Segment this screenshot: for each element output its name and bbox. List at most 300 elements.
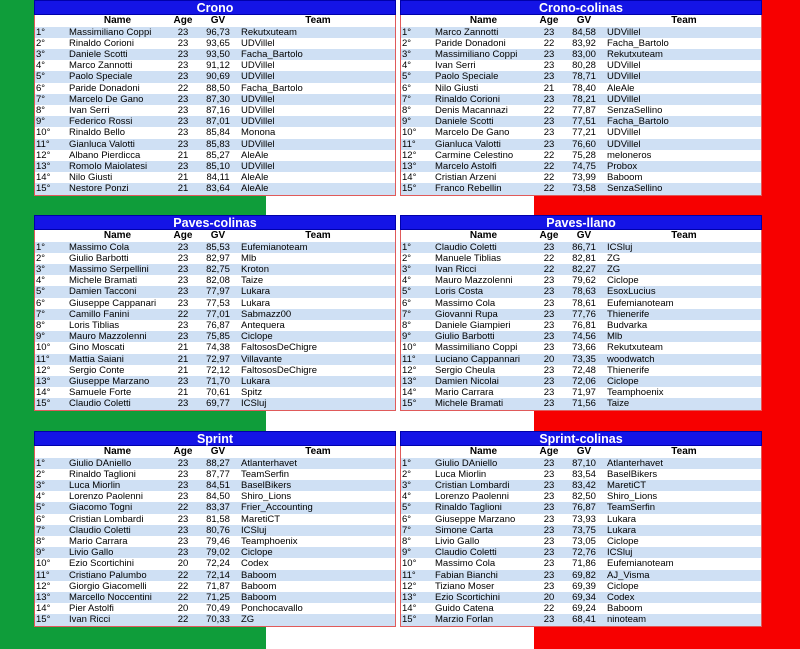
rider-name-cell: Camillo Fanini xyxy=(69,309,166,320)
age-cell: 22 xyxy=(166,502,200,513)
rider-name-cell: Giulio DAniello xyxy=(69,458,166,469)
age-cell: 20 xyxy=(166,558,200,569)
rank-cell: 12° xyxy=(401,365,436,376)
age-cell: 21 xyxy=(166,150,200,161)
table-row xyxy=(401,514,762,525)
gv-cell: 88,50 xyxy=(200,83,236,94)
gv-cell: 75,28 xyxy=(566,150,602,161)
col-age: Age xyxy=(166,446,200,458)
table-row xyxy=(401,398,762,410)
table-row xyxy=(401,127,762,138)
rank-cell: 1° xyxy=(401,458,436,469)
table-row xyxy=(35,150,396,161)
age-cell: 22 xyxy=(532,161,566,172)
table-row xyxy=(401,570,762,581)
team-cell: UDVillel xyxy=(236,38,396,49)
gv-cell: 80,76 xyxy=(200,525,236,536)
rider-name-cell: Massimiliano Coppi xyxy=(435,49,532,60)
team-cell: UDVillel xyxy=(602,60,762,71)
team-cell: BaselBikers xyxy=(602,469,762,480)
age-cell: 22 xyxy=(532,183,566,195)
rider-name-cell: Carmine Celestino xyxy=(435,150,532,161)
table-row xyxy=(35,365,396,376)
gv-cell: 83,42 xyxy=(566,480,602,491)
rider-name-cell: Massimo Cola xyxy=(69,242,166,253)
panel-paves-colinas xyxy=(34,215,396,411)
gv-cell: 69,39 xyxy=(566,581,602,592)
rank-cell: 7° xyxy=(35,525,70,536)
team-cell: Lukara xyxy=(602,525,762,536)
gv-cell: 77,01 xyxy=(200,309,236,320)
col-name: Name xyxy=(69,15,166,27)
gv-cell: 85,84 xyxy=(200,127,236,138)
age-cell: 22 xyxy=(166,570,200,581)
rank-cell: 1° xyxy=(35,242,70,253)
rider-name-cell: Nilo Giusti xyxy=(69,172,166,183)
rank-cell: 14° xyxy=(35,172,70,183)
col-age: Age xyxy=(532,230,566,242)
gv-cell: 73,05 xyxy=(566,536,602,547)
table-row xyxy=(401,558,762,569)
rank-cell: 4° xyxy=(401,275,436,286)
team-cell: Budvarka xyxy=(602,320,762,331)
rank-cell: 1° xyxy=(401,242,436,253)
gv-cell: 77,53 xyxy=(200,298,236,309)
team-cell: Rekutxuteam xyxy=(602,49,762,60)
team-cell: Ciclope xyxy=(236,331,396,342)
rank-cell: 4° xyxy=(35,491,70,502)
table-row xyxy=(401,264,762,275)
col-age: Age xyxy=(166,230,200,242)
table-row xyxy=(401,320,762,331)
gv-cell: 87,01 xyxy=(200,116,236,127)
gv-cell: 84,11 xyxy=(200,172,236,183)
table-row xyxy=(35,253,396,264)
table-row xyxy=(401,94,762,105)
rank-cell: 8° xyxy=(35,536,70,547)
age-cell: 21 xyxy=(166,354,200,365)
age-cell: 23 xyxy=(166,161,200,172)
rank-cell: 3° xyxy=(401,49,436,60)
gv-cell: 82,08 xyxy=(200,275,236,286)
gv-cell: 82,27 xyxy=(566,264,602,275)
gv-cell: 73,75 xyxy=(566,525,602,536)
age-cell: 23 xyxy=(532,547,566,558)
col-pos xyxy=(401,15,436,27)
team-cell: Ponchocavallo xyxy=(236,603,396,614)
team-cell: Mlb xyxy=(602,331,762,342)
team-cell: FaltososDeChigre xyxy=(236,342,396,353)
rider-name-cell: Claudio Coletti xyxy=(69,525,166,536)
rider-name-cell: Giuseppe Marzano xyxy=(435,514,532,525)
col-age: Age xyxy=(532,446,566,458)
rank-cell: 3° xyxy=(401,264,436,275)
gv-cell: 83,00 xyxy=(566,49,602,60)
rider-name-cell: Luca Miorlin xyxy=(435,469,532,480)
table-row xyxy=(35,491,396,502)
rank-cell: 11° xyxy=(401,354,436,365)
table-row xyxy=(35,105,396,116)
gv-cell: 84,58 xyxy=(566,27,602,38)
gv-cell: 69,34 xyxy=(566,592,602,603)
gv-cell: 85,10 xyxy=(200,161,236,172)
age-cell: 22 xyxy=(166,309,200,320)
rider-name-cell: Albano Pierdicca xyxy=(69,150,166,161)
gv-cell: 78,40 xyxy=(566,83,602,94)
team-cell: ZG xyxy=(236,614,396,626)
col-team: Team xyxy=(602,15,762,27)
team-cell: UDVillel xyxy=(236,161,396,172)
gv-cell: 85,83 xyxy=(200,139,236,150)
rank-cell: 15° xyxy=(401,398,436,410)
table-row xyxy=(401,502,762,513)
table-row xyxy=(35,320,396,331)
team-cell: Baboom xyxy=(602,172,762,183)
team-cell: Eufemianoteam xyxy=(602,558,762,569)
team-cell: TeamSerfin xyxy=(236,469,396,480)
age-cell: 22 xyxy=(532,253,566,264)
table-row xyxy=(401,469,762,480)
rank-cell: 12° xyxy=(35,365,70,376)
rank-cell: 13° xyxy=(35,592,70,603)
rider-name-cell: Paride Donadoni xyxy=(435,38,532,49)
table-row xyxy=(401,491,762,502)
table-row xyxy=(35,458,396,469)
rider-name-cell: Sergio Cheula xyxy=(435,365,532,376)
gv-cell: 79,02 xyxy=(200,547,236,558)
col-team: Team xyxy=(236,230,396,242)
team-cell: UDVillel xyxy=(602,27,762,38)
rider-name-cell: Massimo Cola xyxy=(435,298,532,309)
age-cell: 21 xyxy=(166,365,200,376)
team-cell: ZG xyxy=(602,253,762,264)
rank-cell: 10° xyxy=(401,127,436,138)
age-cell: 21 xyxy=(166,172,200,183)
rank-cell: 11° xyxy=(35,139,70,150)
team-cell: AleAle xyxy=(236,150,396,161)
panel-title: Crono-colinas xyxy=(400,0,762,15)
gv-cell: 84,50 xyxy=(200,491,236,502)
age-cell: 23 xyxy=(532,570,566,581)
gv-cell: 69,24 xyxy=(566,603,602,614)
rank-cell: 1° xyxy=(401,27,436,38)
table-row xyxy=(401,592,762,603)
rank-cell: 8° xyxy=(35,105,70,116)
rank-cell: 9° xyxy=(401,547,436,558)
rank-cell: 10° xyxy=(401,558,436,569)
table-row xyxy=(35,183,396,195)
rider-name-cell: Mauro Mazzolenni xyxy=(69,331,166,342)
age-cell: 22 xyxy=(532,603,566,614)
rank-cell: 7° xyxy=(401,525,436,536)
gv-cell: 79,62 xyxy=(566,275,602,286)
team-cell: Mlb xyxy=(236,253,396,264)
gv-cell: 73,35 xyxy=(566,354,602,365)
team-cell: UDVillel xyxy=(236,116,396,127)
rider-name-cell: Massimo Cola xyxy=(435,558,532,569)
rank-cell: 15° xyxy=(35,183,70,195)
rider-name-cell: Guido Catena xyxy=(435,603,532,614)
table-row xyxy=(35,603,396,614)
table-row xyxy=(35,286,396,297)
rider-name-cell: Simone Carta xyxy=(435,525,532,536)
age-cell: 23 xyxy=(166,60,200,71)
age-cell: 22 xyxy=(532,150,566,161)
rider-name-cell: Nilo Giusti xyxy=(435,83,532,94)
rank-cell: 13° xyxy=(401,376,436,387)
table-row xyxy=(35,376,396,387)
age-cell: 23 xyxy=(532,536,566,547)
rider-name-cell: Marco Zannotti xyxy=(69,60,166,71)
ranking-table xyxy=(400,446,762,627)
rank-cell: 2° xyxy=(401,469,436,480)
rider-name-cell: Paride Donadoni xyxy=(69,83,166,94)
team-cell: AleAle xyxy=(236,172,396,183)
team-cell: UDVillel xyxy=(236,105,396,116)
rank-cell: 7° xyxy=(35,309,70,320)
gv-cell: 93,65 xyxy=(200,38,236,49)
age-cell: 23 xyxy=(532,469,566,480)
table-row xyxy=(35,342,396,353)
table-row xyxy=(35,547,396,558)
rider-name-cell: Fabian Bianchi xyxy=(435,570,532,581)
age-cell: 23 xyxy=(532,365,566,376)
team-cell: Monona xyxy=(236,127,396,138)
age-cell: 23 xyxy=(166,27,200,38)
rank-cell: 6° xyxy=(35,514,70,525)
age-cell: 22 xyxy=(166,581,200,592)
team-cell: Baboom xyxy=(236,592,396,603)
table-row xyxy=(35,398,396,410)
table-row xyxy=(35,536,396,547)
table-row xyxy=(35,502,396,513)
team-cell: Frier_Accounting xyxy=(236,502,396,513)
panel-title: Crono xyxy=(34,0,396,15)
table-row xyxy=(35,27,396,38)
table-row xyxy=(401,49,762,60)
rider-name-cell: Paolo Speciale xyxy=(69,71,166,82)
team-cell: Baboom xyxy=(602,603,762,614)
age-cell: 23 xyxy=(532,398,566,410)
team-cell: ICSluj xyxy=(602,242,762,253)
table-row xyxy=(401,387,762,398)
ranking-table xyxy=(34,15,396,196)
table-row xyxy=(401,286,762,297)
team-cell: Teamphoenix xyxy=(602,387,762,398)
table-row xyxy=(35,139,396,150)
gv-cell: 83,92 xyxy=(566,38,602,49)
age-cell: 22 xyxy=(166,83,200,94)
rider-name-cell: Lorenzo Paolenni xyxy=(435,491,532,502)
age-cell: 22 xyxy=(166,592,200,603)
gv-cell: 72,97 xyxy=(200,354,236,365)
col-name: Name xyxy=(69,230,166,242)
age-cell: 23 xyxy=(532,342,566,353)
rank-cell: 2° xyxy=(35,253,70,264)
table-row xyxy=(35,525,396,536)
team-cell: SenzaSellino xyxy=(602,105,762,116)
table-row xyxy=(35,480,396,491)
rank-cell: 1° xyxy=(35,27,70,38)
rider-name-cell: Lorenzo Paolenni xyxy=(69,491,166,502)
age-cell: 22 xyxy=(532,105,566,116)
team-cell: AleAle xyxy=(236,183,396,195)
rider-name-cell: Ivan Serri xyxy=(69,105,166,116)
rank-cell: 15° xyxy=(401,183,436,195)
age-cell: 23 xyxy=(532,491,566,502)
table-row xyxy=(35,558,396,569)
rank-cell: 14° xyxy=(35,603,70,614)
rank-cell: 6° xyxy=(35,298,70,309)
table-row xyxy=(401,38,762,49)
col-age: Age xyxy=(166,15,200,27)
rank-cell: 1° xyxy=(35,458,70,469)
rider-name-cell: Rinaldo Taglioni xyxy=(69,469,166,480)
rank-cell: 8° xyxy=(401,320,436,331)
gv-cell: 76,60 xyxy=(566,139,602,150)
gv-cell: 82,81 xyxy=(566,253,602,264)
panel-crono-colinas xyxy=(400,0,762,196)
rank-cell: 5° xyxy=(401,71,436,82)
rank-cell: 5° xyxy=(35,286,70,297)
team-cell: Taize xyxy=(602,398,762,410)
rider-name-cell: Cristian Lombardi xyxy=(435,480,532,491)
gv-cell: 74,38 xyxy=(200,342,236,353)
ranking-table xyxy=(34,230,396,411)
table-row xyxy=(35,116,396,127)
team-cell: BaselBikers xyxy=(236,480,396,491)
table-row xyxy=(35,83,396,94)
age-cell: 20 xyxy=(532,354,566,365)
age-cell: 23 xyxy=(532,71,566,82)
age-cell: 23 xyxy=(166,253,200,264)
team-cell: Spitz xyxy=(236,387,396,398)
gv-cell: 88,27 xyxy=(200,458,236,469)
rider-name-cell: Cristian Arzeni xyxy=(435,172,532,183)
team-cell: Facha_Bartolo xyxy=(602,38,762,49)
rank-cell: 7° xyxy=(401,309,436,320)
rank-cell: 10° xyxy=(401,342,436,353)
rider-name-cell: Ezio Scortichini xyxy=(435,592,532,603)
rider-name-cell: Ezio Scortichini xyxy=(69,558,166,569)
rider-name-cell: Mario Carrara xyxy=(69,536,166,547)
rider-name-cell: Marcelo De Gano xyxy=(69,94,166,105)
age-cell: 23 xyxy=(532,480,566,491)
table-row xyxy=(35,469,396,480)
table-row xyxy=(401,298,762,309)
rank-cell: 6° xyxy=(401,298,436,309)
rider-name-cell: Franco Rebellin xyxy=(435,183,532,195)
col-pos xyxy=(401,230,436,242)
age-cell: 21 xyxy=(532,83,566,94)
team-cell: ninoteam xyxy=(602,614,762,626)
col-pos xyxy=(35,446,70,458)
rider-name-cell: Ivan Serri xyxy=(435,60,532,71)
age-cell: 23 xyxy=(166,331,200,342)
team-cell: meloneros xyxy=(602,150,762,161)
age-cell: 23 xyxy=(166,536,200,547)
table-row xyxy=(35,49,396,60)
gv-cell: 76,87 xyxy=(200,320,236,331)
age-cell: 21 xyxy=(166,342,200,353)
gv-cell: 77,21 xyxy=(566,127,602,138)
team-cell: UDVillel xyxy=(236,94,396,105)
team-cell: Probox xyxy=(602,161,762,172)
gv-cell: 69,77 xyxy=(200,398,236,410)
rider-name-cell: Samuele Forte xyxy=(69,387,166,398)
age-cell: 22 xyxy=(532,172,566,183)
age-cell: 23 xyxy=(532,286,566,297)
panel-title: Paves-colinas xyxy=(34,215,396,230)
rank-cell: 14° xyxy=(35,387,70,398)
team-cell: Ciclope xyxy=(236,547,396,558)
age-cell: 20 xyxy=(532,592,566,603)
rider-name-cell: Gino Moscati xyxy=(69,342,166,353)
age-cell: 23 xyxy=(166,116,200,127)
gv-cell: 82,97 xyxy=(200,253,236,264)
age-cell: 21 xyxy=(166,183,200,195)
gv-cell: 84,51 xyxy=(200,480,236,491)
team-cell: Taize xyxy=(236,275,396,286)
table-row xyxy=(35,581,396,592)
team-cell: MaretiCT xyxy=(236,514,396,525)
table-row xyxy=(35,71,396,82)
ranking-table xyxy=(34,446,396,627)
rider-name-cell: Damien Tacconi xyxy=(69,286,166,297)
rider-name-cell: Giuseppe Marzano xyxy=(69,376,166,387)
rider-name-cell: Massimiliano Coppi xyxy=(69,27,166,38)
age-cell: 23 xyxy=(532,49,566,60)
rider-name-cell: Michele Bramati xyxy=(435,398,532,410)
age-cell: 23 xyxy=(166,275,200,286)
rank-cell: 12° xyxy=(401,150,436,161)
col-pos xyxy=(35,15,70,27)
table-row xyxy=(35,298,396,309)
gv-cell: 73,99 xyxy=(566,172,602,183)
rank-cell: 8° xyxy=(401,536,436,547)
rider-name-cell: Federico Rossi xyxy=(69,116,166,127)
team-cell: EsoxLucius xyxy=(602,286,762,297)
rider-name-cell: Gianluca Valotti xyxy=(435,139,532,150)
gv-cell: 71,70 xyxy=(200,376,236,387)
team-cell: AleAle xyxy=(602,83,762,94)
gv-cell: 82,50 xyxy=(566,491,602,502)
age-cell: 23 xyxy=(532,614,566,626)
rank-cell: 12° xyxy=(35,150,70,161)
team-cell: UDVillel xyxy=(602,94,762,105)
team-cell: Baboom xyxy=(236,570,396,581)
team-cell: Codex xyxy=(236,558,396,569)
rank-cell: 7° xyxy=(401,94,436,105)
gv-cell: 74,75 xyxy=(566,161,602,172)
rider-name-cell: Massimo Serpellini xyxy=(69,264,166,275)
gv-cell: 76,87 xyxy=(566,502,602,513)
age-cell: 23 xyxy=(532,387,566,398)
age-cell: 23 xyxy=(166,105,200,116)
team-cell: Kroton xyxy=(236,264,396,275)
rank-cell: 5° xyxy=(35,502,70,513)
rank-cell: 3° xyxy=(35,49,70,60)
age-cell: 23 xyxy=(166,458,200,469)
age-cell: 23 xyxy=(166,71,200,82)
team-cell: Lukara xyxy=(236,286,396,297)
rider-name-cell: Massimiliano Coppi xyxy=(435,342,532,353)
age-cell: 23 xyxy=(166,38,200,49)
rank-cell: 6° xyxy=(401,83,436,94)
rider-name-cell: Mattia Saiani xyxy=(69,354,166,365)
rank-cell: 10° xyxy=(35,558,70,569)
table-row xyxy=(401,60,762,71)
